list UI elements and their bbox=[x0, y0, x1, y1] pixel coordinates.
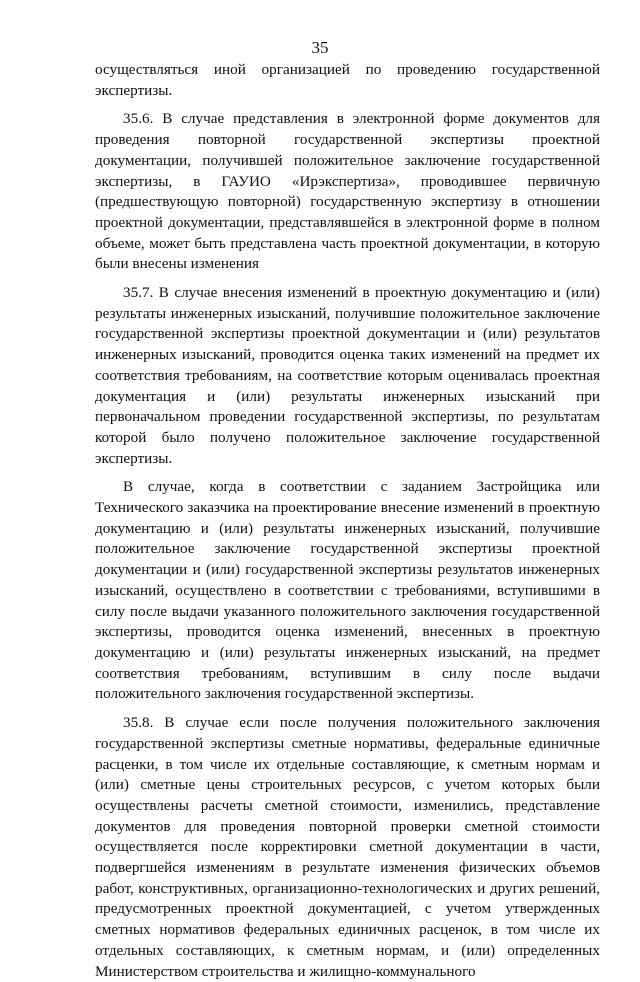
page-number: 35 bbox=[311, 38, 329, 57]
paragraph-35-7: 35.7. В случае внесения изменений в проектную документацию и (или) результаты инженерных изысканий, получившие положительное заключение государственной экспертизы проектной документации и (или) результатов инженерных изысканий, проводится оценка таких изменений на предмет их соответствия требованиям, на соответствие которым оценивалась проектная документация и (или) результаты инженерных изысканий при первоначальном проведении государственной экспертизы, по результатам которой было получено положительное заключение государственной экспертизы. bbox=[95, 284, 600, 467]
paragraph-35-7-continued: В случае, когда в соответствии с заданием Застройщика или Технического заказчика на проектирование внесение изменений в проектную документацию и (или) результаты инженерных изысканий, получившие положительное заключение государственной экспертизы проектной документации и (или) государственной экспертизы результатов инженерных изысканий, осуществлено в соответствии с требованиями, вступившими в силу после выдачи указанного положительного заключения государственной экспертизы, проводится оценка изменений, внесенных в проектную документацию и (или) результаты инженерных изысканий, на предмет соответствия требованиям, вступившим в силу после выдачи положительного заключения государственной экспертизы. bbox=[95, 478, 600, 703]
document-body bbox=[95, 60, 600, 982]
paragraph-35-8: 35.8. В случае если после получения положительного заключения государственной экспертизы сметные нормативы, федеральные единичные расценки, в том числе их отдельные составляющие, к сметным нормам и (или) сметные цены строительных ресурсов, с учетом которых были осуществлены расчеты сметной стоимости, изменились, представление документов для проведения повторной проверки сметной стоимости осуществляется после корректировки сметной документации в части, подвергшейся изменениям в результате изменения физических объемов работ, конструктивных, организационно-технологических и других решений, предусмотренных проектной документацией, с учетом утвержденных сметных нормативов федеральных единичных расценок, в том числе их отдельных составляющих, к сметным нормам, и (или) определенных Министерством строительства и жилищно-коммунального bbox=[95, 714, 600, 980]
paragraph-35-6: 35.6. В случае представления в электронной форме документов для проведения повторной государственной экспертизы проектной документации, получившей положительное заключение государственной экспертизы, в ГАУИО «Ирэкспертиза», проводившее первичную (предшествующую повторной) государственную экспертизу в отношении проектной документации, представлявшейся в электронной форме в полном объеме, может быть представлена часть проектной документации, в которую были внесены изменения bbox=[95, 110, 600, 273]
paragraph-continuation: осуществляться иной организацией по проведению государственной экспертизы. bbox=[95, 61, 600, 99]
